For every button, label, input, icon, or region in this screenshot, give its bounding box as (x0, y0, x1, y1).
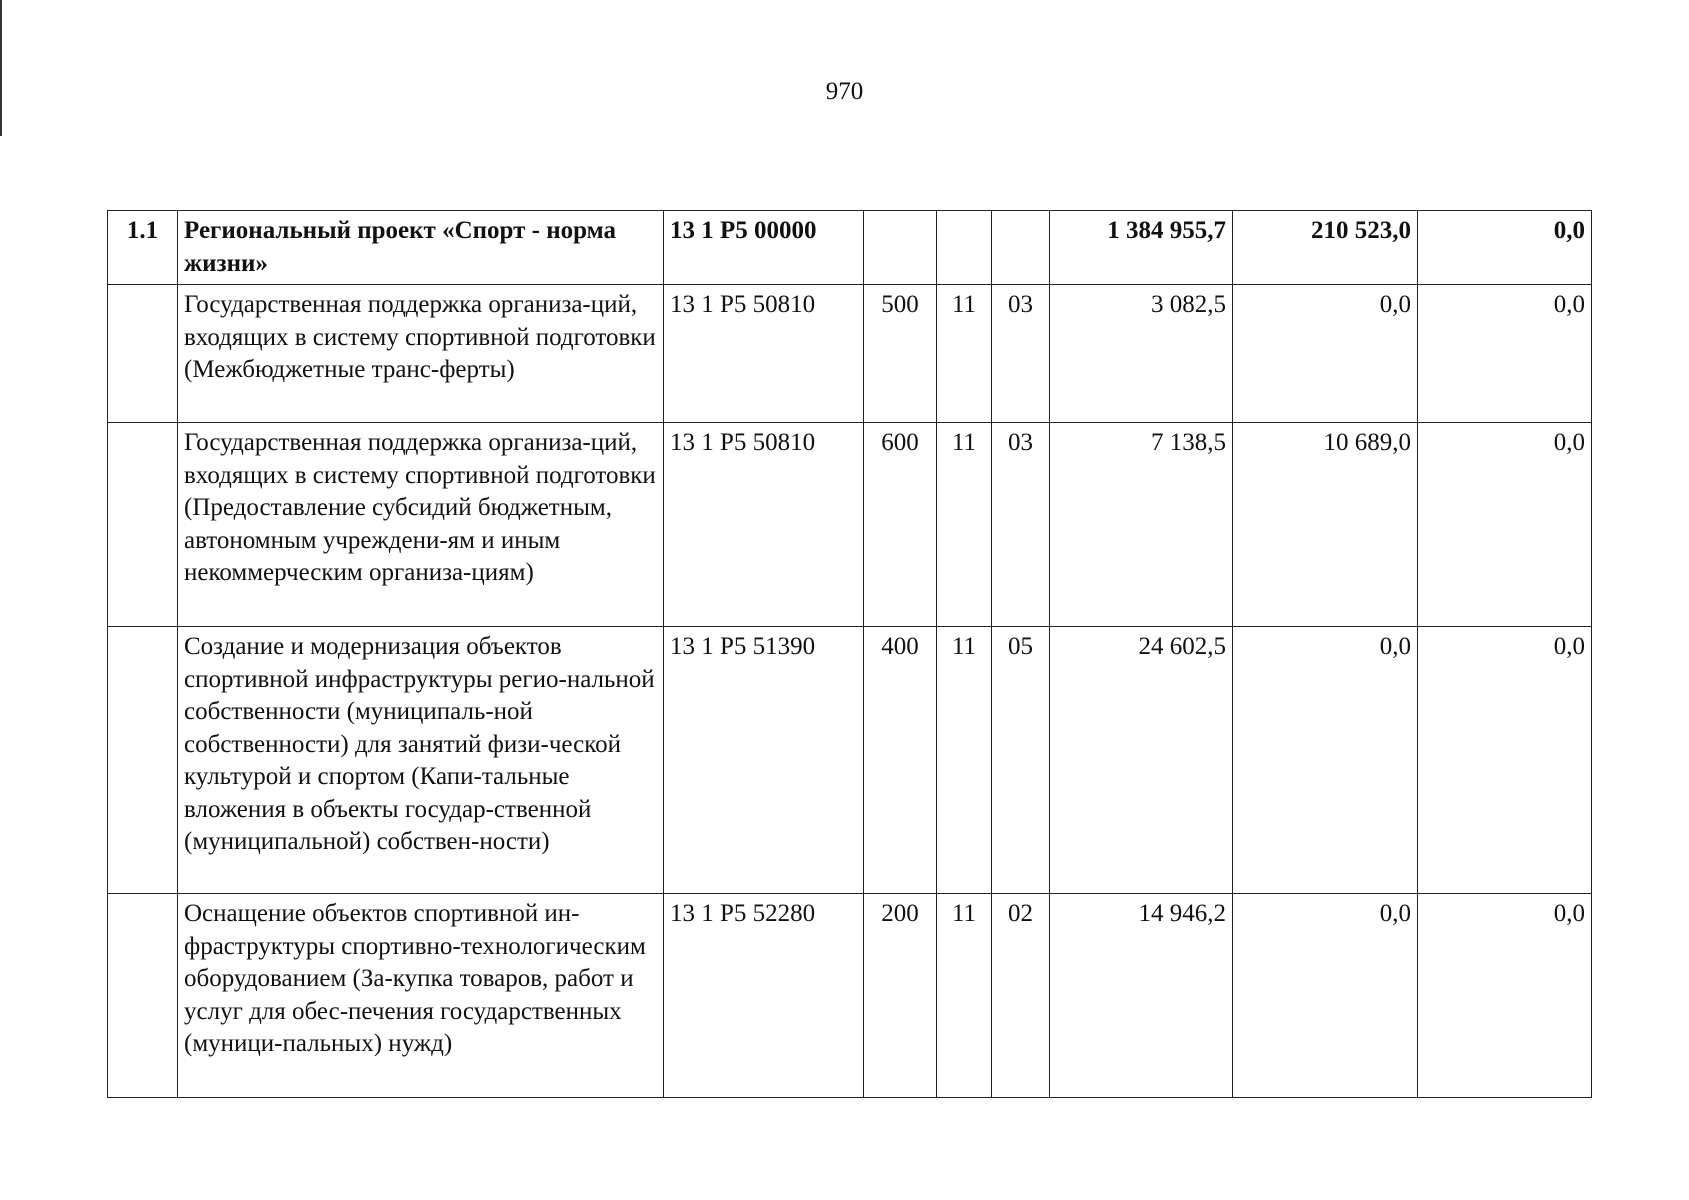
row-pr: 03 (992, 285, 1050, 423)
row-number (108, 423, 178, 627)
row-code: 13 1 Р5 00000 (664, 211, 864, 285)
row-rz: 11 (937, 894, 992, 1098)
row-pr: 02 (992, 894, 1050, 1098)
row-sum-3: 0,0 (1418, 894, 1592, 1098)
row-rz: 11 (937, 285, 992, 423)
row-sum-1: 7 138,5 (1050, 423, 1233, 627)
row-rz: 11 (937, 423, 992, 627)
row-name: Государственная поддержка организа-ций, входящих в систему спортивной подготовки (Предоставление субсидий бюджетным, автономным учреждени-ям и иным некоммерческим организа-циям) (178, 423, 664, 627)
row-sum-1: 3 082,5 (1050, 285, 1233, 423)
budget-table (107, 210, 1592, 1098)
row-pr: 03 (992, 423, 1050, 627)
row-pr (992, 211, 1050, 285)
row-sum-2: 0,0 (1233, 894, 1418, 1098)
row-vr: 500 (864, 285, 937, 423)
table-row (108, 211, 1592, 285)
row-sum-2: 10 689,0 (1233, 423, 1418, 627)
row-code: 13 1 Р5 51390 (664, 627, 864, 894)
row-sum-3: 0,0 (1418, 285, 1592, 423)
row-name: Создание и модернизация объектов спортивной инфраструктуры регио-нальной собственности (муниципаль-ной собственности) для занятий физи-ческой культурой и спортом (Капи-тальные вложения в объекты государ-ственной (муниципальной) собствен-ности) (178, 627, 664, 894)
row-code: 13 1 Р5 52280 (664, 894, 864, 1098)
row-sum-1: 14 946,2 (1050, 894, 1233, 1098)
row-sum-3: 0,0 (1418, 211, 1592, 285)
table-row (108, 894, 1592, 1098)
row-sum-1: 24 602,5 (1050, 627, 1233, 894)
table-row (108, 423, 1592, 627)
row-number (108, 894, 178, 1098)
row-number (108, 285, 178, 423)
row-number: 1.1 (108, 211, 178, 285)
row-sum-3: 0,0 (1418, 627, 1592, 894)
row-code: 13 1 Р5 50810 (664, 423, 864, 627)
row-vr (864, 211, 937, 285)
row-sum-2: 0,0 (1233, 285, 1418, 423)
page-number: 970 (825, 78, 864, 105)
row-sum-3: 0,0 (1418, 423, 1592, 627)
row-vr: 400 (864, 627, 937, 894)
row-sum-2: 210 523,0 (1233, 211, 1418, 285)
table-row (108, 285, 1592, 423)
row-name: Оснащение объектов спортивной ин-фраструктуры спортивно-технологическим оборудованием (За-купка товаров, работ и услуг для обес-печения государственных (муници-пальных) нужд) (178, 894, 664, 1098)
row-name: Региональный проект «Спорт - норма жизни» (178, 211, 664, 285)
row-code: 13 1 Р5 50810 (664, 285, 864, 423)
row-name: Государственная поддержка организа-ций, входящих в систему спортивной подготовки (Межбюджетные транс-ферты) (178, 285, 664, 423)
row-pr: 05 (992, 627, 1050, 894)
row-rz: 11 (937, 627, 992, 894)
row-sum-1: 1 384 955,7 (1050, 211, 1233, 285)
row-number (108, 627, 178, 894)
row-vr: 200 (864, 894, 937, 1098)
row-rz (937, 211, 992, 285)
row-sum-2: 0,0 (1233, 627, 1418, 894)
row-vr: 600 (864, 423, 937, 627)
scan-margin-mark (0, 0, 2, 136)
table-row (108, 627, 1592, 894)
